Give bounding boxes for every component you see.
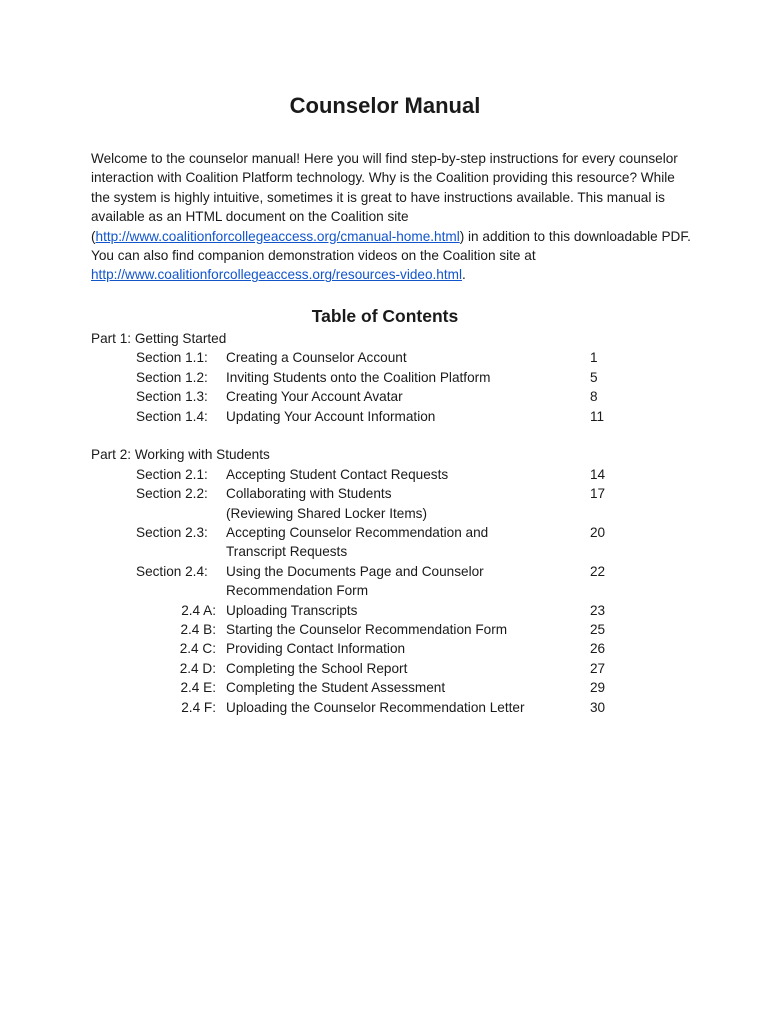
- toc-entry-number: 2.4 E:: [180, 680, 216, 696]
- resources-video-link[interactable]: http://www.coalitionforcollegeaccess.org/resources-video.html: [91, 267, 462, 283]
- toc-entry[interactable]: [91, 484, 651, 523]
- toc-entry-page: 27: [590, 660, 606, 676]
- toc-entry-page: 17: [590, 486, 606, 502]
- toc-entry-title: [226, 484, 590, 523]
- toc-entry[interactable]: [91, 620, 651, 639]
- toc-entry[interactable]: [91, 678, 651, 697]
- toc-entry[interactable]: [91, 698, 651, 717]
- toc-entry-page: 14: [590, 466, 606, 482]
- toc-entry-number: Section 1.1:: [136, 350, 208, 366]
- toc-entry-title: Creating a Counselor Account: [226, 350, 407, 366]
- intro-text-1: Welcome to the counselor manual! Here you will find step-by-step instructions for every counselor interaction with Coalition Platform technology. Why is the Coalition providing this resource? While the system is highly intuitive, sometimes it is great to have instructions available. This manual is available as an HTML document on the Coalition site (: [91, 151, 678, 244]
- toc-entry[interactable]: [91, 407, 651, 426]
- toc-heading: Table of Contents: [311, 306, 459, 326]
- intro-paragraph: [91, 149, 691, 285]
- toc-entry-title: Completing the Student Assessment: [226, 680, 446, 696]
- toc-entry-number: 2.4 A:: [181, 602, 216, 618]
- toc-entry-page: 11: [590, 408, 605, 424]
- toc-entry-page: 8: [590, 389, 598, 405]
- toc-entry[interactable]: [91, 523, 651, 562]
- toc-entry-title: Accepting Student Contact Requests: [226, 466, 449, 482]
- toc-entry-title: Updating Your Account Information: [226, 408, 436, 424]
- toc-entry-title-line-1: Using the Documents Page and Counselor: [226, 563, 484, 579]
- toc-part-1: Part 1: Getting Started: [91, 331, 227, 346]
- toc-spacer: [91, 426, 651, 445]
- toc-entry[interactable]: [91, 368, 651, 387]
- toc-entry-number: 2.4 B:: [180, 622, 216, 638]
- toc-entry-number: Section 2.4:: [136, 563, 208, 579]
- toc-entry-title: Uploading the Counselor Recommendation Letter: [226, 699, 525, 715]
- toc-entry-title-line-2: Transcript Requests: [226, 544, 348, 560]
- toc-entry-title-line-1: Accepting Counselor Recommendation and: [226, 525, 489, 541]
- toc-entry-number: Section 2.1:: [136, 466, 208, 482]
- intro-text-2: ) in addition to this downloadable PDF. You can also find companion demonstration videos on the Coalition site at: [91, 228, 691, 264]
- toc-entry[interactable]: [91, 348, 651, 367]
- toc-entry-page: 22: [590, 563, 606, 579]
- toc-entry-title-line-1: Collaborating with Students: [226, 486, 392, 502]
- toc-entry[interactable]: [91, 601, 651, 620]
- toc-entry[interactable]: [91, 465, 651, 484]
- toc-entry-title: Creating Your Account Avatar: [226, 389, 403, 405]
- toc-entry-title-line-2: (Reviewing Shared Locker Items): [226, 505, 427, 521]
- toc-entry-number: 2.4 D:: [179, 660, 216, 676]
- toc-entry-number: Section 1.2:: [136, 369, 208, 385]
- toc-entry-page: 29: [590, 680, 606, 696]
- toc-entry-title: Providing Contact Information: [226, 641, 406, 657]
- toc-entry-title: Uploading Transcripts: [226, 602, 358, 618]
- toc-entry[interactable]: [91, 659, 651, 678]
- toc-entry-number: Section 1.3:: [136, 389, 208, 405]
- toc-entry-page: 26: [590, 641, 606, 657]
- toc-entry-number: Section 2.3:: [136, 525, 208, 541]
- toc-entry-title: Starting the Counselor Recommendation Form: [226, 622, 508, 638]
- toc-entry[interactable]: [91, 387, 651, 406]
- toc-entry-title: [226, 523, 590, 562]
- cmanual-home-link[interactable]: http://www.coalitionforcollegeaccess.org/cmanual-home.html: [95, 228, 460, 244]
- toc-entry-title: Inviting Students onto the Coalition Platform: [226, 369, 491, 385]
- toc-entry-number: 2.4 F:: [181, 699, 216, 715]
- toc-entry-number: Section 1.4:: [136, 408, 208, 424]
- toc-entry-page: 20: [590, 525, 606, 541]
- intro-text-3: .: [461, 267, 466, 283]
- page-title: Counselor Manual: [289, 93, 481, 118]
- table-of-contents: [91, 329, 651, 717]
- toc-part-2: Part 2: Working with Students: [91, 447, 270, 463]
- toc-entry-title: [226, 562, 590, 601]
- toc-entry[interactable]: [91, 562, 651, 601]
- toc-entry-page: 5: [590, 369, 598, 385]
- toc-entry-page: 25: [590, 622, 606, 638]
- toc-entry-number: Section 2.2:: [136, 486, 208, 502]
- toc-entry-number: 2.4 C:: [179, 641, 216, 657]
- toc-entry-title: Completing the School Report: [226, 660, 408, 676]
- toc-entry-title-line-2: Recommendation Form: [226, 583, 369, 599]
- toc-entry[interactable]: [91, 639, 651, 658]
- toc-entry-page: 1: [590, 350, 598, 366]
- toc-entry-page: 30: [590, 699, 606, 715]
- toc-entry-page: 23: [590, 602, 606, 618]
